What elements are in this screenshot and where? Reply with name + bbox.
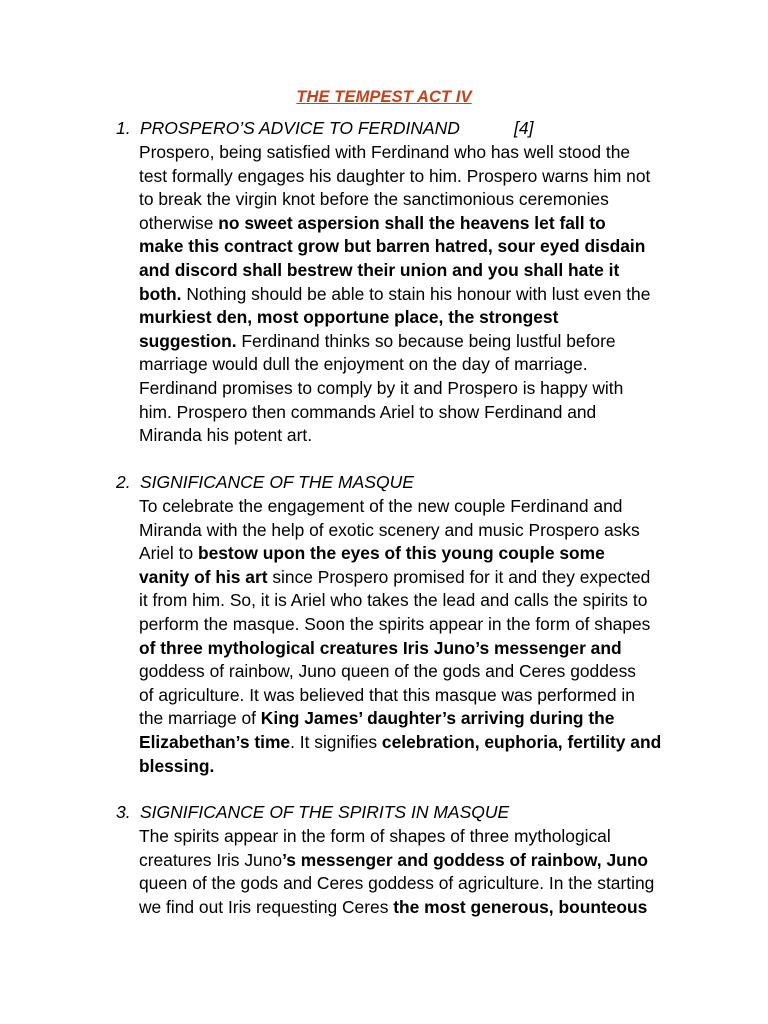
body-line (139, 731, 679, 755)
body-line (139, 707, 679, 731)
section-body (139, 825, 679, 919)
body-line (139, 637, 679, 661)
body-line (139, 401, 679, 425)
section-title: SIGNIFICANCE OF THE MASQUE (140, 472, 414, 492)
body-line (139, 141, 679, 165)
body-line (139, 259, 679, 283)
body-line (139, 235, 679, 259)
text-run: creatures Iris Juno (139, 849, 283, 870)
section-heading (116, 118, 534, 139)
bold-text: celebration, euphoria, fertility and (381, 731, 662, 752)
body-line (139, 495, 679, 519)
body-line (139, 684, 679, 708)
body-line (139, 566, 679, 590)
bold-text: suggestion. (139, 330, 237, 351)
text-run: The spirits appear in the form of shapes of three mythological (139, 826, 611, 846)
body-line (139, 377, 679, 401)
text-run: him. Prospero then commands Ariel to show Ferdinand and (139, 401, 597, 422)
body-line (139, 872, 679, 896)
bold-text: the most generous, bounteous (393, 896, 648, 917)
text-run: Miranda his potent art. (139, 425, 313, 446)
bold-text: Elizabethan’s time (139, 731, 291, 752)
section-marks: [4] (514, 118, 534, 138)
body-line (139, 613, 679, 637)
text-run: of agriculture. It was believed that this masque was performed in (139, 684, 635, 705)
section-heading (116, 472, 414, 493)
text-run: To celebrate the engagement of the new couple Ferdinand and (139, 496, 623, 516)
text-run: marriage would dull the enjoyment on the day of marriage. (139, 354, 588, 375)
text-run: queen of the gods and Ceres goddess of agriculture. In the starting (139, 873, 655, 894)
text-run: it from him. So, it is Ariel who takes the lead and calls the spirits to (139, 590, 648, 611)
body-line (139, 212, 679, 236)
body-line (139, 283, 679, 307)
body-line (139, 330, 679, 354)
text-run: Ferdinand thinks so because being lustful before (236, 330, 616, 351)
body-line (139, 353, 679, 377)
bold-text: King James’ daughter’s arriving during the (260, 708, 615, 729)
bold-text: of three mythological creatures Iris Juno’s messenger and (139, 637, 622, 658)
text-run: perform the masque. Soon the spirits appear in the form of shapes (139, 613, 651, 634)
body-line (139, 589, 679, 613)
section-body (139, 141, 679, 448)
body-line (139, 306, 679, 330)
bold-text: blessing. (139, 755, 215, 776)
body-line (139, 896, 679, 920)
body-line (139, 188, 679, 212)
body-line (139, 849, 679, 873)
bold-text: and discord shall bestrew their union and you shall hate it (139, 259, 620, 280)
bold-text: vanity of his art (139, 566, 268, 587)
body-line (139, 424, 679, 448)
bold-text: murkiest den, most opportune place, the strongest (139, 307, 559, 328)
text-run: . It signifies (290, 731, 382, 752)
text-run: Miranda with the help of exotic scenery and music Prospero asks (139, 519, 640, 540)
text-run: since Prospero promised for it and they expected (267, 566, 651, 587)
section-heading (116, 802, 509, 823)
body-line (139, 165, 679, 189)
body-line (139, 755, 679, 779)
section-title: PROSPERO’S ADVICE TO FERDINAND (140, 118, 460, 138)
bold-text: make this contract grow but barren hatred, sour eyed disdain (139, 236, 646, 257)
text-run: Prospero, being satisfied with Ferdinand who has well stood the (139, 142, 631, 162)
text-run: test formally engages his daughter to him. Prospero warns him not (139, 165, 651, 186)
section-number: 3. (116, 802, 131, 822)
section-number: 1. (116, 118, 131, 138)
text-run: to break the virgin knot before the sanctimonious ceremonies (139, 189, 609, 210)
body-line (139, 542, 679, 566)
bold-text: both. (139, 283, 182, 304)
text-run: Nothing should be able to stain his honour with lust even the (181, 283, 651, 304)
body-line (139, 660, 679, 684)
document-title: THE TEMPEST ACT IV (296, 88, 472, 106)
section-number: 2. (116, 472, 131, 492)
bold-text: ’s messenger and goddess of rainbow, Juno (282, 849, 648, 870)
text-run: otherwise (139, 212, 219, 233)
text-run: goddess of rainbow, Juno queen of the gods and Ceres goddess (139, 661, 636, 682)
section-body (139, 495, 679, 778)
text-run: we find out Iris requesting Ceres (139, 896, 394, 917)
text-run: Ariel to (139, 543, 198, 564)
bold-text: bestow upon the eyes of this young couple some (197, 543, 605, 564)
section-title: SIGNIFICANCE OF THE SPIRITS IN MASQUE (140, 802, 510, 822)
text-run: the marriage of (139, 708, 261, 729)
text-run: Ferdinand promises to comply by it and Prospero is happy with (139, 377, 624, 398)
body-line (139, 825, 679, 849)
bold-text: no sweet aspersion shall the heavens let fall to (218, 212, 606, 233)
body-line (139, 519, 679, 543)
